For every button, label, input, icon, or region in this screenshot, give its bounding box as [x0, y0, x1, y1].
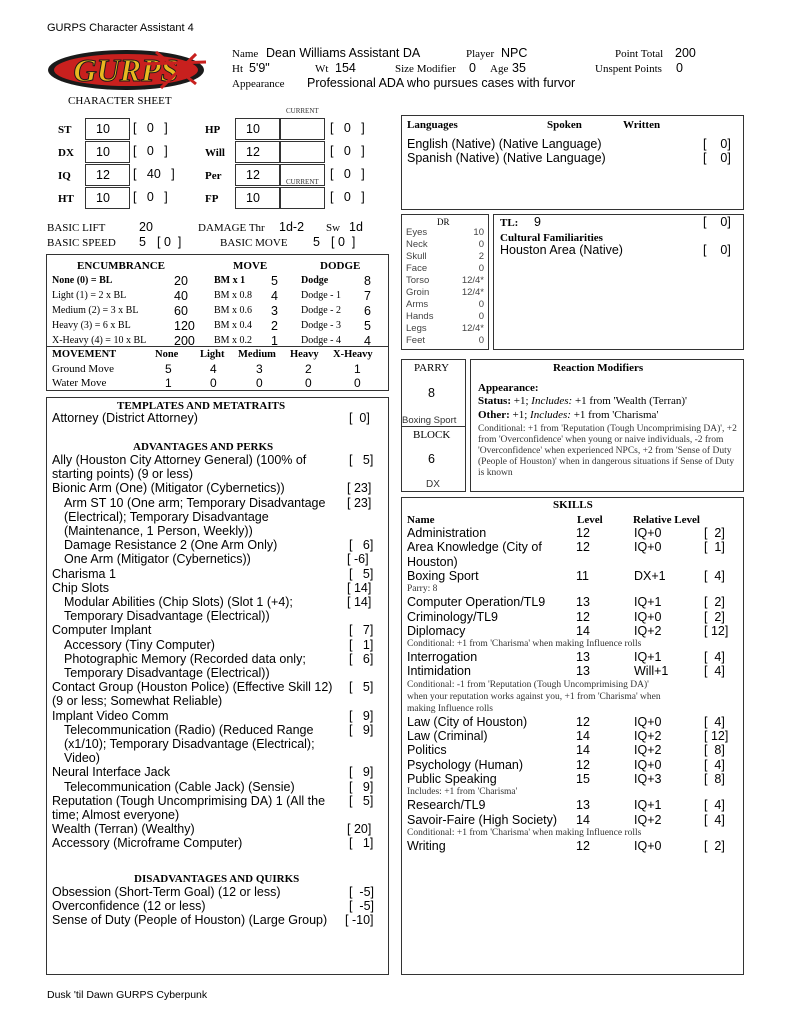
advantage-points: [ 5] — [349, 566, 374, 581]
footer: Dusk 'til Dawn GURPS Cyberpunk — [47, 989, 208, 1001]
dr-location: Feet — [406, 335, 426, 346]
tl-label: TL: — [500, 217, 519, 229]
languages-header: Languages — [407, 119, 458, 131]
size-modifier-label: Size Modifier — [395, 63, 456, 75]
damage-swing-label: Sw — [326, 222, 341, 234]
attr-label-fp: FP — [205, 193, 219, 205]
skill-level: 14 — [576, 812, 590, 827]
character-sheet-label: CHARACTER SHEET — [68, 95, 172, 107]
skill-name: Computer Operation/TL9 — [407, 595, 546, 610]
language-item: Spanish (Native) (Native Language) — [407, 151, 606, 165]
attr-value-ht[interactable]: 10 — [85, 187, 130, 209]
advantage-item: Neural Interface Jack — [52, 765, 171, 780]
advantage-item: Charisma 1 — [52, 566, 116, 581]
name-label: Name — [232, 48, 259, 60]
block-dx: DX — [426, 479, 440, 490]
disadvantage-points: [ -5] — [349, 899, 375, 914]
skill-name: Diplomacy — [407, 623, 466, 638]
disadvantages-title: DISADVANTAGES AND QUIRKS — [134, 873, 300, 885]
advantage-item-cont: (9 or less; Somewhat Reliable) — [52, 694, 223, 709]
skill-relative-level: IQ+0 — [634, 714, 662, 729]
dr-value: 0 — [478, 335, 484, 346]
tl-points: [ 0] — [703, 215, 731, 229]
damage-thrust-label: DAMAGE Thr — [198, 222, 265, 234]
advantage-points: [ 9] — [349, 722, 374, 737]
advantage-points: [ 9] — [349, 708, 374, 723]
attr-current-hp[interactable] — [280, 118, 325, 140]
attr-value-st[interactable]: 10 — [85, 118, 130, 140]
skill-note: Conditional: +1 from 'Charisma' when making Influence rolls — [407, 827, 642, 838]
movement-value: 1 — [354, 362, 361, 376]
skill-name: Public Speaking — [407, 771, 497, 786]
disadvantage-item: Obsession (Short-Term Goal) (12 or less) — [52, 885, 281, 899]
dr-location: Torso — [406, 275, 430, 286]
attr-value-hp[interactable]: 10 — [235, 118, 280, 140]
attr-points-hp: [ 0 ] — [330, 121, 365, 135]
skill-level: 13 — [576, 664, 590, 679]
movement-header: Heavy — [290, 349, 319, 360]
advantage-item-cont: (Maintenance, 1 Person, Weekly)) — [64, 524, 253, 538]
movement-header: None — [155, 349, 179, 360]
encumbrance-move: 2 — [271, 319, 278, 333]
advantage-item: Contact Group (Houston Police) (Effective Skill 12) — [52, 680, 333, 695]
encumbrance-dodge: 7 — [364, 289, 371, 303]
advantage-item-cont: (Electrical); Temporary Disadvantage — [64, 509, 269, 524]
skill-relative-level: IQ+2 — [634, 729, 662, 743]
app-title: GURPS Character Assistant 4 — [47, 22, 194, 34]
skill-points: [ 12] — [704, 623, 729, 638]
movement-header: MOVEMENT — [52, 349, 117, 360]
advantage-item: Chip Slots — [52, 580, 109, 595]
skill-points: [ 2] — [704, 526, 725, 540]
skill-name: Criminology/TL9 — [407, 609, 499, 624]
basic-move-label: BASIC MOVE — [220, 237, 288, 249]
reaction-title: Reaction Modifiers — [553, 362, 644, 374]
advantage-points: [ 9] — [349, 779, 374, 794]
encumbrance-dodge-label: Dodge - 3 — [301, 320, 341, 331]
attr-value-will[interactable]: 12 — [235, 141, 280, 163]
language-item: English (Native) (Native Language) — [407, 137, 602, 151]
advantage-points: [ 5] — [349, 453, 374, 467]
move-header: MOVE — [233, 260, 268, 272]
advantage-points: [ 23] — [347, 481, 372, 496]
encumbrance-bm: BM x 0.8 — [214, 290, 253, 301]
divider — [402, 426, 465, 427]
skill-points: [ 2] — [704, 595, 725, 610]
dr-location: Arms — [406, 299, 429, 310]
advantage-item: Implant Video Comm — [52, 708, 169, 723]
skill-name: Politics — [407, 743, 447, 758]
encumbrance-move: 4 — [271, 289, 278, 303]
advantages-title: ADVANTAGES AND PERKS — [133, 441, 274, 453]
skill-name-cont: Houston) — [407, 554, 458, 569]
skill-name: Research/TL9 — [407, 798, 486, 813]
disadvantage-item: Sense of Duty (People of Houston) (Large Group) — [52, 913, 328, 928]
advantage-points: [ -6] — [347, 552, 369, 567]
movement-value: 2 — [305, 362, 312, 376]
dr-location: Legs — [406, 323, 427, 334]
attr-value-dx[interactable]: 10 — [85, 141, 130, 163]
point-total-value[interactable]: 200 — [675, 46, 696, 60]
parry-value: 8 — [428, 386, 435, 400]
movement-header: Medium — [238, 349, 276, 360]
dodge-header: DODGE — [320, 260, 361, 272]
skill-points: [ 2] — [704, 609, 725, 624]
disadvantage-points: [ -10] — [345, 913, 374, 928]
attr-label-hp: HP — [205, 124, 221, 136]
advantage-item-cont: starting points) (9 or less) — [52, 467, 194, 482]
template-item-points: [ 0] — [349, 411, 370, 425]
skill-points: [ 4] — [704, 714, 725, 729]
skill-note: Parry: 8 — [407, 584, 438, 595]
cultural-familiarity-item: Houston Area (Native) — [500, 243, 623, 257]
skill-level: 12 — [576, 838, 590, 853]
dr-location: Hands — [406, 311, 434, 322]
skill-points: [ 4] — [704, 650, 725, 665]
dr-value: 0 — [478, 299, 484, 310]
attr-current-per[interactable] — [280, 164, 325, 186]
skill-name: Intimidation — [407, 664, 471, 679]
reaction-other: Other: +1; Includes: +1 from 'Charisma' — [478, 409, 659, 421]
skill-name: Psychology (Human) — [407, 757, 524, 772]
skill-level: 12 — [576, 714, 590, 729]
skill-name: Law (City of Houston) — [407, 714, 528, 729]
svg-text:GURPS: GURPS — [73, 52, 179, 88]
template-item: Attorney (District Attorney) — [52, 411, 198, 425]
advantage-item: Modular Abilities (Chip Slots) (Slot 1 (+4); — [64, 595, 293, 609]
skill-points: [ 2] — [704, 838, 725, 853]
reaction-appearance: Appearance: — [478, 382, 539, 394]
skill-name: Interrogation — [407, 650, 478, 665]
disadvantage-item: Overconfidence (12 or less) — [52, 899, 206, 914]
encumbrance-level: None (0) = BL — [52, 275, 113, 286]
height-value[interactable]: 5'9" — [249, 61, 270, 75]
attr-points-dx: [ 0 ] — [133, 144, 168, 158]
appearance-value[interactable]: Professional ADA who pursues cases with furvor — [307, 76, 576, 90]
skill-name: Area Knowledge (City of — [407, 540, 542, 555]
skill-relative-level: IQ+0 — [634, 540, 662, 555]
movement-row-label: Water Move — [52, 377, 107, 389]
skill-points: [ 4] — [704, 798, 725, 813]
skill-points: [ 12] — [704, 729, 729, 743]
advantage-item: Accessory (Microframe Computer) — [52, 836, 243, 851]
logo-graphic — [46, 44, 211, 94]
skills-relative-header: Relative Level — [633, 514, 700, 526]
advantage-points: [ 7] — [349, 623, 374, 638]
dr-value: 0 — [478, 263, 484, 274]
advantage-points: [ 14] — [347, 595, 372, 609]
skill-points: [ 4] — [704, 812, 725, 827]
weight-label: Wt — [315, 63, 329, 75]
point-total-label: Point Total — [615, 48, 664, 60]
basic-lift-value: 20 — [139, 220, 153, 234]
spoken-header: Spoken — [547, 119, 582, 131]
attr-points-iq: [ 40 ] — [133, 167, 175, 181]
dr-title: DR — [437, 217, 450, 227]
advantage-item: Ally (Houston City Attorney General) (100% of — [52, 453, 307, 467]
attr-points-ht: [ 0 ] — [133, 190, 168, 204]
dr-value: 12/4* — [461, 323, 484, 334]
skill-relative-level: IQ+0 — [634, 757, 662, 772]
cultural-familiarities-title: Cultural Familiarities — [500, 232, 603, 244]
encumbrance-level: Light (1) = 2 x BL — [52, 290, 127, 301]
skill-level: 12 — [576, 757, 590, 772]
movement-value: 5 — [165, 362, 172, 376]
skill-level: 13 — [576, 595, 590, 610]
advantage-points: [ 5] — [349, 680, 374, 695]
templates-title: TEMPLATES AND METATRAITS — [117, 400, 286, 412]
skill-level: 12 — [576, 609, 590, 624]
movement-value: 0 — [354, 376, 361, 390]
skill-points: [ 4] — [704, 568, 725, 583]
attr-points-per: [ 0 ] — [330, 167, 365, 181]
dr-location: Neck — [406, 239, 428, 250]
skill-level: 14 — [576, 729, 590, 743]
skill-relative-level: IQ+0 — [634, 838, 662, 853]
attr-value-fp[interactable]: 10 — [235, 187, 280, 209]
skill-level: 14 — [576, 743, 590, 758]
attr-label-iq: IQ — [58, 170, 71, 182]
advantage-points: [ 14] — [347, 580, 372, 595]
encumbrance-weight: 40 — [174, 289, 188, 303]
encumbrance-dodge: 5 — [364, 319, 371, 333]
skill-name: Law (Criminal) — [407, 729, 488, 743]
advantage-item: Telecommunication (Cable Jack) (Sensie) — [64, 779, 295, 794]
skill-name: Writing — [407, 838, 446, 853]
attr-label-dx: DX — [58, 147, 74, 159]
attr-label-will: Will — [205, 147, 225, 159]
current-label-hp: CURRENT — [286, 107, 319, 115]
skill-relative-level: IQ+2 — [634, 812, 662, 827]
movement-value: 4 — [210, 362, 217, 376]
dr-value: 12/4* — [461, 275, 484, 286]
encumbrance-header: ENCUMBRANCE — [77, 260, 165, 272]
advantage-points: [ 9] — [349, 765, 374, 780]
encumbrance-dodge: 4 — [364, 334, 371, 348]
height-label: Ht — [232, 63, 243, 75]
skill-points: [ 8] — [704, 743, 725, 758]
advantage-item: Reputation (Tough Uncomprimising DA) 1 (All the — [52, 793, 326, 808]
language-points: [ 0] — [703, 151, 731, 165]
dr-value: 10 — [473, 227, 484, 238]
encumbrance-dodge-label: Dodge — [301, 275, 329, 286]
advantage-item: Computer Implant — [52, 623, 152, 638]
cultural-familiarity-points: [ 0] — [703, 243, 731, 257]
player-value[interactable]: NPC — [501, 46, 528, 60]
movement-value: 0 — [305, 376, 312, 390]
age-value[interactable]: 35 — [512, 61, 526, 75]
basic-speed-value: 5 — [139, 235, 146, 249]
encumbrance-level: Medium (2) = 3 x BL — [52, 305, 139, 316]
basic-lift-label: BASIC LIFT — [47, 222, 106, 234]
advantage-points: [ 6] — [349, 538, 374, 553]
dr-value: 2 — [478, 251, 484, 262]
skill-name: Administration — [407, 526, 487, 540]
advantage-item: Telecommunication (Radio) (Reduced Range — [64, 722, 314, 737]
parry-label: PARRY — [414, 362, 450, 374]
skills-level-header: Level — [577, 514, 603, 526]
unspent-points-label: Unspent Points — [595, 63, 662, 75]
dr-location: Groin — [406, 287, 430, 298]
movement-row-label: Ground Move — [52, 363, 115, 375]
movement-value: 0 — [210, 376, 217, 390]
skill-note: making Influence rolls — [407, 703, 494, 714]
advantage-item: Accessory (Tiny Computer) — [64, 637, 215, 652]
basic-speed-points: [ 0 ] — [157, 235, 182, 249]
written-header: Written — [623, 119, 661, 131]
basic-move-value: 5 — [313, 235, 320, 249]
dr-value: 12/4* — [461, 287, 484, 298]
disadvantage-points: [ -5] — [349, 885, 375, 899]
attr-points-fp: [ 0 ] — [330, 190, 365, 204]
dr-location: Skull — [406, 251, 427, 262]
skill-name: Boxing Sport — [407, 568, 479, 583]
skill-note: Includes: +1 from 'Charisma' — [407, 787, 518, 798]
encumbrance-dodge-label: Dodge - 1 — [301, 290, 341, 301]
advantage-item-cont: time; Almost everyone) — [52, 808, 180, 822]
advantage-item-cont: (x1/10); Temporary Disadvantage (Electrical); — [64, 737, 315, 751]
encumbrance-bm: BM x 0.2 — [214, 335, 253, 346]
movement-value: 0 — [256, 376, 263, 390]
dr-value: 0 — [478, 311, 484, 322]
skill-relative-level: Will+1 — [634, 664, 669, 679]
attr-label-ht: HT — [58, 193, 74, 205]
tl-value: 9 — [534, 215, 541, 229]
encumbrance-dodge-label: Dodge - 2 — [301, 305, 341, 316]
encumbrance-weight: 120 — [174, 319, 195, 333]
skill-name: Savoir-Faire (High Society) — [407, 812, 558, 827]
skill-relative-level: IQ+1 — [634, 595, 662, 610]
attr-value-iq[interactable]: 12 — [85, 164, 130, 186]
player-label: Player — [466, 48, 495, 60]
encumbrance-dodge: 8 — [364, 274, 371, 288]
advantage-points: [ 20] — [347, 822, 372, 837]
skill-relative-level: IQ+3 — [634, 771, 662, 786]
skill-level: 13 — [576, 650, 590, 665]
current-label-fp: CURRENT — [286, 178, 319, 186]
attr-points-will: [ 0 ] — [330, 144, 365, 158]
skills-name-header: Name — [407, 514, 435, 526]
movement-header: X-Heavy — [333, 349, 373, 360]
skill-note: when your reputation works against you, +1 from 'Charisma' when — [407, 691, 661, 702]
encumbrance-move: 1 — [271, 334, 278, 348]
attr-value-per[interactable]: 12 — [235, 164, 280, 186]
encumbrance-dodge: 6 — [364, 304, 371, 318]
attr-label-st: ST — [58, 124, 72, 136]
skill-level: 14 — [576, 623, 590, 638]
skill-relative-level: IQ+1 — [634, 798, 662, 813]
advantage-item: Photographic Memory (Recorded data only; — [64, 651, 306, 666]
attr-current-will[interactable] — [280, 141, 325, 163]
skills-title: SKILLS — [553, 499, 593, 511]
basic-speed-label: BASIC SPEED — [47, 237, 116, 249]
attr-points-st: [ 0 ] — [133, 121, 168, 135]
name-value[interactable]: Dean Williams Assistant DA — [266, 46, 421, 60]
movement-value: 3 — [256, 362, 263, 376]
skill-relative-level: IQ+2 — [634, 743, 662, 758]
advantage-item-cont: Video) — [64, 751, 100, 766]
skill-level: 12 — [576, 540, 590, 555]
divider — [47, 346, 388, 347]
skill-relative-level: IQ+2 — [634, 623, 662, 638]
encumbrance-weight: 60 — [174, 304, 188, 318]
skill-note: Conditional: +1 from 'Charisma' when making Influence rolls — [407, 639, 642, 650]
encumbrance-bm: BM x 0.4 — [214, 320, 253, 331]
block-label: BLOCK — [413, 429, 451, 441]
reaction-status: Status: +1; Includes: +1 from 'Wealth (Terran)' — [478, 395, 688, 407]
skill-points: [ 8] — [704, 771, 725, 786]
damage-swing-value: 1d — [349, 220, 363, 234]
skill-note: Conditional: -1 from 'Reputation (Tough Uncomprimising DA)' — [407, 679, 649, 690]
advantage-points: [ 1] — [349, 637, 374, 652]
encumbrance-dodge-label: Dodge - 4 — [301, 335, 341, 346]
skill-relative-level: IQ+0 — [634, 609, 662, 624]
encumbrance-move: 3 — [271, 304, 278, 318]
unspent-points-value[interactable]: 0 — [676, 61, 683, 75]
encumbrance-weight: 200 — [174, 334, 195, 348]
encumbrance-weight: 20 — [174, 274, 188, 288]
basic-move-points: [ 0 ] — [331, 235, 356, 249]
skill-points: [ 4] — [704, 664, 725, 679]
skill-level: 11 — [576, 568, 589, 583]
reaction-conditional: Conditional: +1 from 'Reputation (Tough Uncomprimising DA)', +2 from 'Overconfidence' when young or naive individuals, -2 from 'Overconfidence' when experienced NPCs, +2 from 'Sense of Duty (People of Houston)' when in dangerous situations if Sense of Duty is known — [478, 424, 737, 478]
parry-skill: Boxing Sport — [402, 415, 457, 426]
size-modifier-value[interactable]: 0 — [469, 61, 476, 75]
advantage-points: [ 23] — [347, 495, 372, 510]
advantage-item-cont: Temporary Disadvantage (Electrical)) — [64, 609, 270, 624]
encumbrance-move: 5 — [271, 274, 278, 288]
skill-relative-level: IQ+0 — [634, 526, 662, 540]
attr-current-fp[interactable] — [280, 187, 325, 209]
movement-value: 1 — [165, 376, 172, 390]
advantage-item: Arm ST 10 (One arm; Temporary Disadvantage — [64, 495, 326, 510]
dr-location: Face — [406, 263, 428, 274]
advantage-points: [ 1] — [349, 836, 374, 851]
advantage-item: Bionic Arm (One) (Mitigator (Cybernetics)) — [52, 481, 285, 496]
skill-level: 13 — [576, 798, 590, 813]
language-points: [ 0] — [703, 137, 731, 151]
skill-relative-level: DX+1 — [634, 568, 666, 583]
advantage-item-cont: Temporary Disadvantage (Electrical)) — [64, 666, 270, 680]
movement-header: Light — [200, 349, 225, 360]
gurps-logo — [46, 44, 211, 94]
weight-value[interactable]: 154 — [335, 61, 356, 75]
advantage-points: [ 6] — [349, 651, 374, 666]
dr-location: Eyes — [406, 227, 428, 238]
advantage-points: [ 5] — [349, 793, 374, 808]
skill-relative-level: IQ+1 — [634, 650, 662, 665]
appearance-label: Appearance — [232, 78, 285, 90]
skill-points: [ 4] — [704, 757, 725, 772]
encumbrance-bm: BM x 1 — [214, 275, 246, 286]
encumbrance-level: Heavy (3) = 6 x BL — [52, 320, 131, 331]
skill-level: 12 — [576, 526, 590, 540]
encumbrance-level: X-Heavy (4) = 10 x BL — [52, 335, 147, 346]
age-label: Age — [490, 63, 509, 75]
advantage-item: One Arm (Mitigator (Cybernetics)) — [64, 552, 251, 567]
skill-level: 15 — [576, 771, 590, 786]
dr-value: 0 — [478, 239, 484, 250]
skill-points: [ 1] — [704, 540, 725, 555]
advantage-item: Wealth (Terran) (Wealthy) — [52, 822, 195, 837]
block-value: 6 — [428, 452, 435, 466]
attr-label-per: Per — [205, 170, 222, 182]
damage-thrust-value: 1d-2 — [279, 220, 305, 234]
encumbrance-bm: BM x 0.6 — [214, 305, 253, 316]
advantage-item: Damage Resistance 2 (One Arm Only) — [64, 538, 278, 553]
